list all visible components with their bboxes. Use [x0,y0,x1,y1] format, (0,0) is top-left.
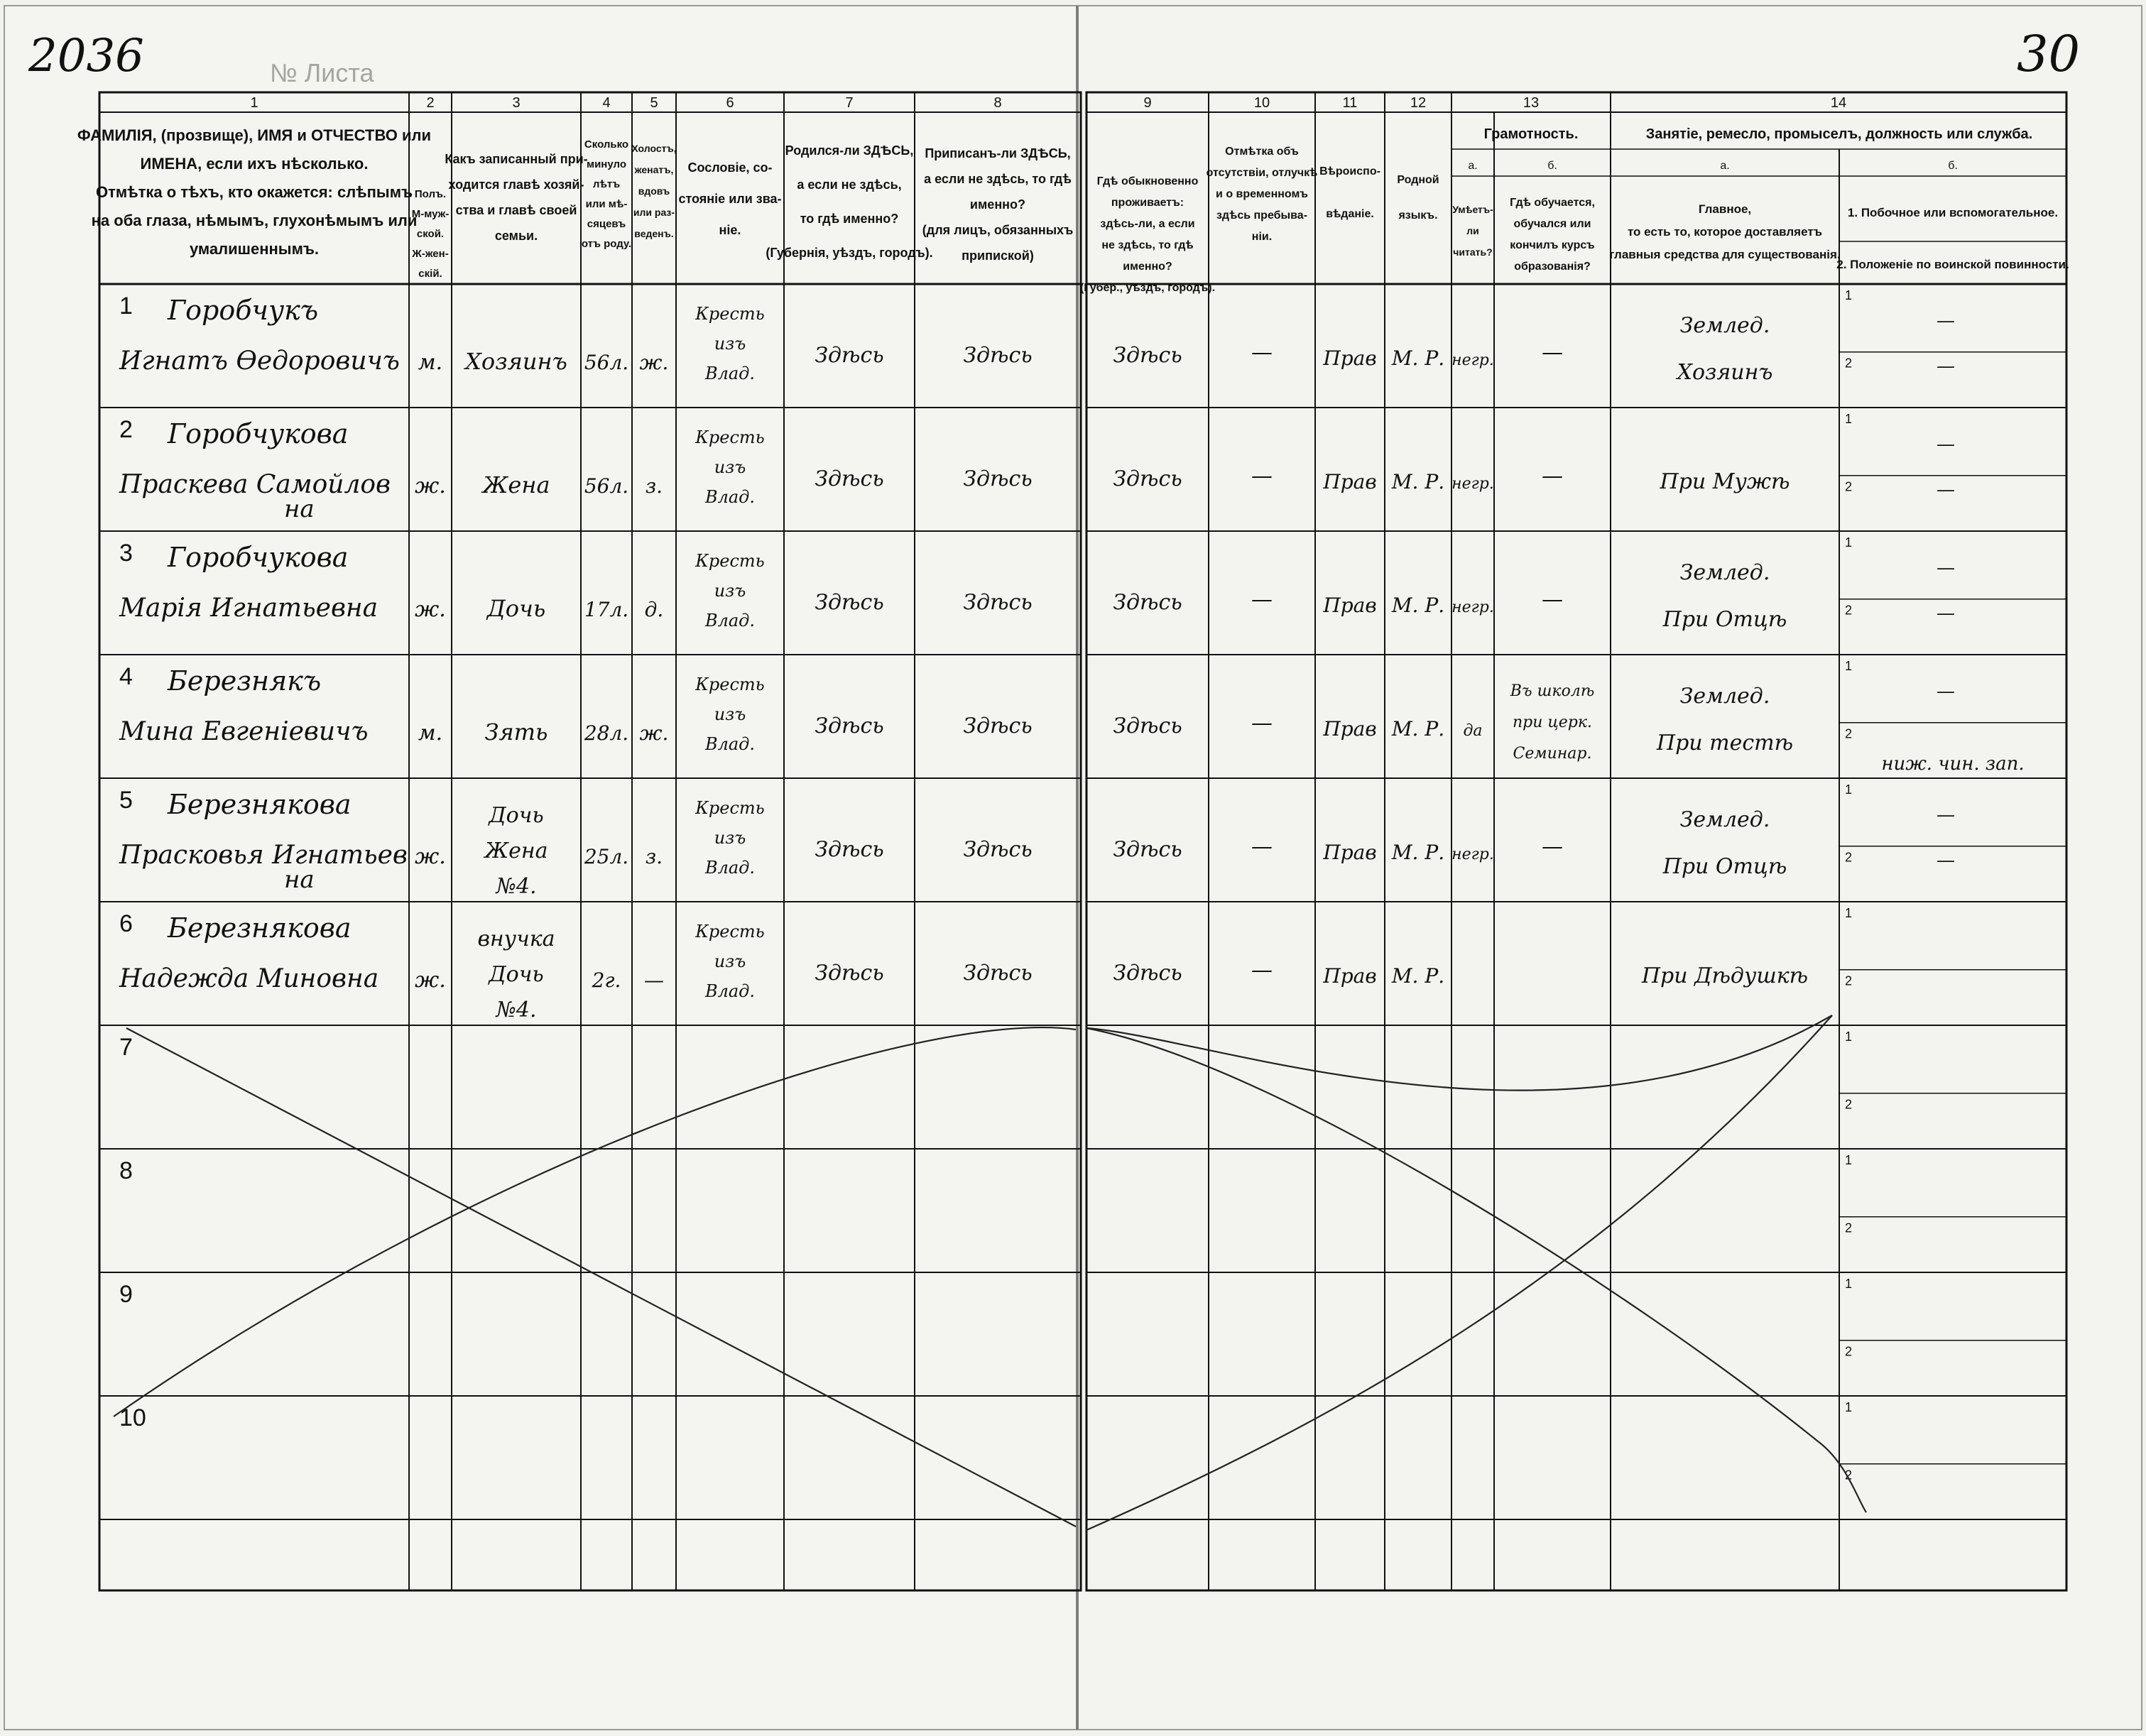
lives-place: Здѣсь [1113,714,1182,738]
estate: изъ [714,457,746,477]
education: — [1542,834,1563,859]
sub-label-1: 1 [1845,906,1853,920]
sub-label-1: 1 [1845,412,1853,426]
row-number: 6 [119,910,133,937]
header-col3: ходится главѣ хозяй- [448,178,584,192]
absence-mark: — [1251,958,1273,983]
given-name: Марія Игнатьевна [119,594,378,623]
estate: Влад. [704,487,756,507]
age: 17л. [584,598,629,621]
estate: Кресть [695,551,765,571]
born-place: Здѣсь [815,343,884,368]
sub-label-1: 1 [1845,782,1853,797]
header-col10: и о временномъ [1216,188,1308,200]
estate: Кресть [695,304,765,324]
sub-label-2: 2 [1845,726,1853,741]
registered-place: Здѣсь [963,343,1033,368]
military-status: — [1937,850,1955,871]
header-col13b: б. [1547,160,1557,172]
religion: Прав [1323,470,1377,493]
sub-label-1: 1 [1845,288,1853,302]
given-name-cont: на [284,866,315,894]
header-col4: Сколько [584,138,629,151]
sub-label-1: 1 [1845,1153,1853,1167]
estate: изъ [714,951,746,971]
native-language: М. Р. [1391,346,1445,370]
surname: Березнякова [168,789,352,820]
sex: м. [418,350,443,375]
relation: Дочь [489,803,544,828]
occupation-main: Землед. [1679,313,1770,338]
born-place: Здѣсь [815,714,884,738]
header-col6: ніе. [719,223,741,237]
column-number: 5 [650,95,658,111]
military-status: — [1937,356,1955,377]
row-number: 1 [119,293,133,320]
lives-place: Здѣсь [1113,590,1182,615]
column-number: 8 [993,95,1002,111]
header-col13b-text: кончилъ курсъ [1510,239,1595,251]
marital: д. [644,598,664,621]
education: при церк. [1513,714,1592,731]
header-col3: семьи. [494,229,538,243]
occupation-main: Землед. [1679,560,1770,585]
header-col13a: а. [1468,160,1478,172]
header-col13b-text: Гдѣ обучается, [1510,197,1595,209]
header-col13a-text: Умѣетъ- [1452,204,1493,215]
religion: Прав [1323,346,1377,370]
relation: Жена [484,839,548,863]
column-number: 13 [1523,95,1540,111]
header-col1: ИМЕНА, если ихъ нѣсколько. [140,155,369,173]
header-col5: вдовъ [638,185,670,197]
relation: №4. [496,874,537,899]
column-number: 9 [1143,95,1152,111]
column-number: 6 [726,95,734,111]
header-col5: женатъ, [634,164,674,175]
header-col13a-text: ли [1466,225,1479,236]
native-language: М. Р. [1391,470,1445,493]
relation: внучка [477,927,555,951]
header-col13a-text: читать? [1453,246,1493,258]
education: — [1542,587,1563,612]
occupation-main: При Отцѣ [1662,854,1787,879]
occupation-side: — [1937,557,1955,579]
header-col7: то гдѣ именно? [800,212,899,226]
estate: Влад. [704,734,756,754]
row-number: 5 [119,787,133,814]
header-col8: (для лицъ, обязанныхъ [922,223,1074,237]
occupation-main: При тестѣ [1656,731,1794,755]
header-col10: ніи. [1251,231,1273,243]
lives-place: Здѣсь [1113,961,1182,986]
row-number: 8 [119,1157,133,1184]
sub-label-2: 2 [1845,1468,1853,1483]
sex: ж. [415,968,446,993]
sub-label-2: 2 [1845,1221,1853,1235]
occupation-main: При Дѣдушкѣ [1641,963,1809,988]
registered-place: Здѣсь [963,590,1033,615]
sub-label-2: 2 [1845,603,1853,618]
sub-label-1: 1 [1845,1030,1853,1044]
header-col1: ФАМИЛІЯ, (прозвище), ИМЯ и ОТЧЕСТВО или [77,126,432,144]
header-col6: Сословіе, со- [687,160,773,175]
military-status: — [1937,603,1955,624]
estate: Кресть [695,675,765,694]
born-place: Здѣсь [815,837,884,862]
header-col4: или мѣ- [585,198,628,210]
header-col11: вѣданіе. [1326,208,1374,220]
column-number: 3 [512,95,521,111]
row-number: 7 [119,1034,133,1061]
header-col9: проживаетъ: [1111,197,1184,209]
header-col9: (Губер., уѣздъ, городъ). [1079,282,1216,294]
surname: Горобчукова [168,418,349,449]
education: — [1542,464,1563,488]
column-number: 2 [426,95,435,111]
header-col12: языкъ. [1398,209,1438,222]
estate: Влад. [704,981,756,1001]
occupation-side: — [1937,681,1955,702]
faint-heading: № Листа [270,58,374,87]
estate: Влад. [704,364,756,383]
header-col5: веденъ. [634,228,674,239]
estate: Кресть [695,427,765,447]
header-col4: сяцевъ [587,218,626,230]
occupation-side: — [1937,434,1955,455]
given-name: Надежда Миновна [119,964,379,993]
native-language: М. Р. [1391,717,1445,741]
header-col8: Приписанъ-ли ЗДѢСЬ, [925,146,1071,160]
header-col9: здѣсь-ли, а если [1100,218,1195,230]
age: 28л. [584,721,629,745]
absence-mark: — [1251,340,1273,365]
header-col2: М-муж- [411,208,450,220]
header-col14a-text: Главное, [1698,202,1752,216]
education: — [1542,340,1563,365]
given-name: Игнатъ Өедоровичъ [119,346,400,376]
estate: изъ [714,334,746,354]
surname: Горобчукова [168,542,349,573]
surname: Горобчукъ [168,295,319,326]
column-number: 7 [845,95,854,111]
marital: з. [645,845,663,868]
header-col13b-text: обучался или [1513,218,1591,230]
row-number: 2 [119,416,133,443]
row-number: 9 [119,1281,133,1308]
header-col4: лѣтъ [592,178,621,190]
header-col14a-text: то есть то, которое доставляетъ [1627,225,1823,239]
occupation-main: Землед. [1679,807,1770,832]
religion: Прав [1323,717,1377,741]
row-number: 10 [119,1404,146,1431]
absence-mark: — [1251,464,1273,488]
sex: ж. [415,597,446,622]
sub-label-2: 2 [1845,479,1853,494]
sub-label-2: 2 [1845,1097,1853,1112]
religion: Прав [1323,594,1377,617]
sub-label-1: 1 [1845,535,1853,550]
sex: ж. [415,844,446,869]
lives-place: Здѣсь [1113,837,1182,862]
sub-label-1: 1 [1845,659,1853,673]
header-col9: не здѣсь, то гдѣ [1101,239,1194,251]
header-col3: Какъ записанный при- [445,152,588,166]
header-col4: отъ роду. [581,238,632,250]
header-col5: Холостъ, [631,143,677,154]
occupation-main: При Мужѣ [1660,469,1790,494]
registered-place: Здѣсь [963,961,1033,986]
header-col14a-text: главныя средства для существованія. [1609,248,1841,261]
header-col14b: б. [1948,160,1958,172]
header-col9: именно? [1123,261,1172,273]
estate: изъ [714,828,746,848]
header-col1: умалишеннымъ. [189,240,320,258]
occupation-main: При Отцѣ [1662,607,1787,632]
header-col10: здѣсь пребыва- [1216,209,1308,222]
estate: изъ [714,581,746,601]
row-number: 4 [119,663,133,690]
estate: Кресть [695,798,765,818]
header-col8: припиской) [962,249,1034,263]
marital: ж. [639,351,669,374]
absence-mark: — [1251,587,1273,612]
header-col13-title: Грамотность. [1483,126,1579,142]
header-col4: минуло [586,158,627,170]
born-place: Здѣсь [815,466,884,491]
column-number: 12 [1410,95,1427,111]
education: Семинар. [1513,745,1592,763]
sub-label-2: 2 [1845,850,1853,865]
header-col14b-2: 2. Положеніе по воинской повинности. [1836,258,2069,271]
literacy: да [1463,722,1483,740]
header-col14-title: Занятіе, ремесло, промыселъ, должность или служба. [1645,126,2033,142]
relation: Жена [482,471,550,498]
header-col14b-1: 1. Побочное или вспомогательное. [1847,206,2059,219]
literacy: негр. [1451,351,1494,369]
registered-place: Здѣсь [963,466,1033,491]
literacy: негр. [1451,846,1494,863]
sex: м. [418,721,443,746]
sex: ж. [415,474,446,498]
estate: Кресть [695,922,765,941]
age: 56л. [584,474,629,498]
given-name: Мина Евгеніевичъ [119,717,369,746]
native-language: М. Р. [1391,594,1445,617]
header-col9: Гдѣ обыкновенно [1096,175,1199,187]
header-col10: Отмѣтка объ [1225,146,1299,158]
sub-label-1: 1 [1845,1400,1853,1414]
sub-label-2: 2 [1845,973,1853,988]
header-col2: ской. [416,228,445,240]
religion: Прав [1323,841,1377,864]
age: 25л. [584,845,629,868]
header-col7: а если не здѣсь, [797,178,902,192]
header-col2: Ж-жен- [412,248,449,260]
occupation-side: — [1937,804,1955,826]
religion: Прав [1323,964,1377,988]
header-col10: отсутствіи, отлучкѣ [1206,167,1318,179]
age: 56л. [584,351,629,374]
header-col1: на оба глаза, нѣмымъ, глухонѣмымъ или [91,212,418,229]
column-number: 4 [602,95,611,111]
row-number: 3 [119,540,133,567]
sub-label-2: 2 [1845,1344,1853,1359]
corner-number: 2036 [28,30,144,82]
military-status: ниж. чин. зап. [1881,753,2025,775]
sub-label-2: 2 [1845,356,1853,371]
registered-place: Здѣсь [963,714,1033,738]
sub-label-1: 1 [1845,1277,1853,1291]
header-col11: Вѣроиспо- [1319,165,1380,178]
estate: Влад. [704,858,756,878]
absence-mark: — [1251,834,1273,859]
given-name: Праскева Самойлов [119,470,391,499]
header-col1: Отмѣтка о тѣхъ, кто окажется: слѣпымъ [95,183,413,201]
header-col7: Родился-ли ЗДѢСЬ, [785,143,914,158]
estate: Влад. [704,611,756,630]
header-col13b-text: образованія? [1514,261,1591,273]
header-col14a: а. [1720,160,1730,172]
literacy: негр. [1451,599,1494,616]
given-name: Прасковья Игнатьев [119,841,408,870]
marital: з. [645,474,663,498]
education: Въ школѣ [1510,682,1595,700]
literacy: негр. [1451,475,1494,493]
header-col8: именно? [969,197,1026,212]
header-col8: а если не здѣсь, то гдѣ [924,172,1072,186]
marital: — [644,968,664,992]
column-number: 10 [1253,95,1270,111]
header-col6: стояніе или зва- [678,192,782,206]
marital: ж. [639,721,669,745]
relation: Дочь [486,595,546,622]
column-number: 11 [1342,95,1358,111]
relation: Хозяинъ [465,348,567,375]
header-col2: Полъ. [414,188,447,200]
relation: Дочь [489,962,544,987]
column-number: 1 [250,95,258,111]
born-place: Здѣсь [815,961,884,986]
header-col2: скій. [418,268,442,280]
native-language: М. Р. [1391,841,1445,864]
header-col12: Родной [1397,174,1439,186]
given-name-cont: на [284,495,315,523]
registered-place: Здѣсь [963,837,1033,862]
occupation-side: — [1937,310,1955,332]
occupation-main: Землед. [1679,684,1770,709]
header-col7: (Губернія, уѣздъ, городъ). [766,246,933,260]
born-place: Здѣсь [815,590,884,615]
relation: Зять [484,719,548,746]
estate: изъ [714,704,746,724]
relation: №4. [496,998,537,1022]
absence-mark: — [1251,711,1273,736]
lives-place: Здѣсь [1113,343,1182,368]
surname: Березнякъ [168,665,322,697]
occupation-main: Хозяинъ [1677,360,1773,385]
lives-place: Здѣсь [1113,466,1182,491]
sheet-number: 30 [2017,25,2081,83]
native-language: М. Р. [1391,964,1445,988]
surname: Березнякова [168,912,352,944]
military-status: — [1937,479,1955,501]
column-number: 14 [1830,95,1847,111]
header-col3: ства и главѣ своей [455,203,577,217]
header-col5: или раз- [633,207,675,218]
age: 2г. [592,968,621,992]
